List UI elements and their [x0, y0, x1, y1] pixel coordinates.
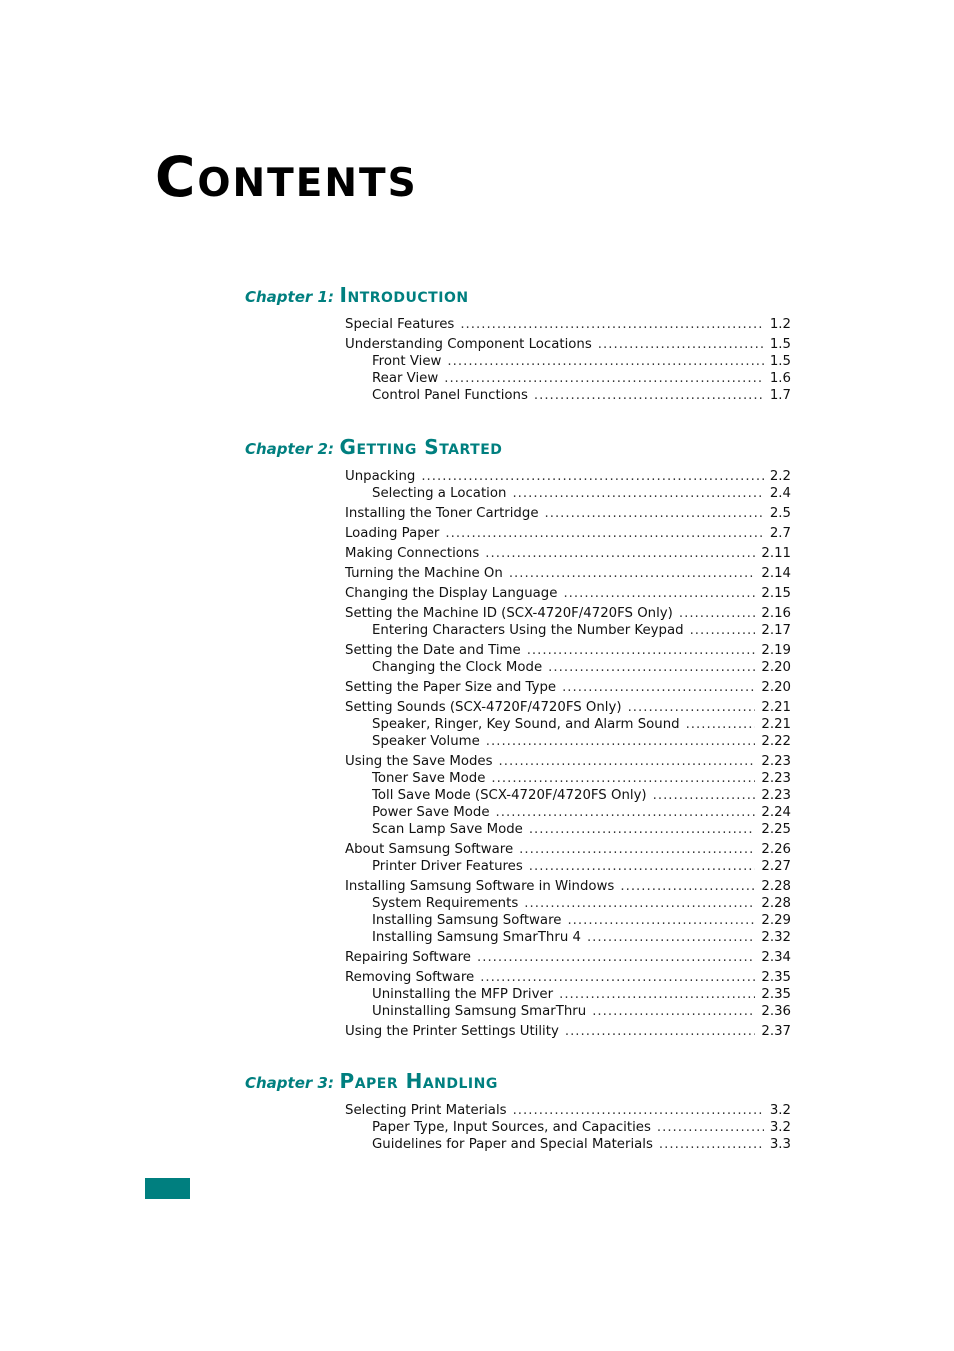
- toc-entry-page-number: 2.23: [761, 754, 791, 769]
- toc-entry-title: Repairing Software: [345, 950, 471, 965]
- toc-entry-page-number: 2.20: [761, 680, 791, 695]
- dot-leader: [562, 679, 755, 696]
- toc-entry[interactable]: [372, 485, 791, 502]
- toc-entry-title: Rear View: [372, 371, 439, 386]
- dot-leader: [565, 1023, 756, 1040]
- toc-entry[interactable]: [345, 699, 791, 716]
- toc-entry[interactable]: [345, 969, 791, 986]
- dot-leader: [545, 505, 764, 522]
- toc-entry-title: Power Save Mode: [372, 805, 490, 820]
- dot-leader: [512, 485, 763, 502]
- toc-entry-page-number: 2.24: [761, 805, 791, 820]
- toc-entry-title: Toll Save Mode (SCX-4720F/4720FS Only): [372, 788, 647, 803]
- toc-entry-title: Changing the Display Language: [345, 586, 558, 601]
- toc-entry-title: Understanding Component Locations: [345, 337, 592, 352]
- dot-leader: [653, 787, 756, 804]
- toc-entry-title: Paper Type, Input Sources, and Capacities: [372, 1120, 651, 1135]
- toc-entry[interactable]: [372, 1003, 791, 1020]
- chapter-heading: [245, 1069, 498, 1093]
- toc-entry[interactable]: [372, 770, 791, 787]
- toc-entry-title: Setting the Paper Size and Type: [345, 680, 557, 695]
- toc-entry[interactable]: [345, 753, 791, 770]
- chapter-label: Chapter 2:: [245, 440, 334, 458]
- toc-entry-page-number: 2.4: [769, 486, 791, 501]
- dot-leader: [592, 1003, 755, 1020]
- toc-entry-title: Speaker, Ringer, Key Sound, and Alarm Sound: [372, 717, 680, 732]
- toc-entry-page-number: 2.32: [761, 930, 791, 945]
- toc-entry-page-number: 2.21: [761, 700, 791, 715]
- toc-entry[interactable]: [345, 468, 791, 485]
- dot-leader: [499, 753, 756, 770]
- chapter-name: Introduction: [339, 283, 469, 307]
- dot-leader: [460, 316, 764, 333]
- toc-entry[interactable]: [345, 505, 791, 522]
- dot-leader: [480, 969, 755, 986]
- toc-entry[interactable]: [372, 895, 791, 912]
- dot-leader: [447, 353, 763, 370]
- dot-leader: [485, 545, 755, 562]
- toc-entry-title: Using the Printer Settings Utility: [345, 1024, 559, 1039]
- toc-entry[interactable]: [372, 1119, 791, 1136]
- toc-entry[interactable]: [345, 525, 791, 542]
- toc-entry-page-number: 1.5: [769, 354, 791, 369]
- dot-leader: [529, 858, 756, 875]
- toc-entry-title: Installing Samsung SmarThru 4: [372, 930, 581, 945]
- toc-entry[interactable]: [345, 878, 791, 895]
- toc-entry[interactable]: [345, 336, 791, 353]
- toc-entry-page-number: 2.19: [761, 643, 791, 658]
- toc-entry-title: Uninstalling the MFP Driver: [372, 987, 554, 1002]
- dot-leader: [657, 1119, 764, 1136]
- toc-entry-title: Unpacking: [345, 469, 416, 484]
- chapter-label: Chapter 1:: [245, 288, 334, 306]
- toc-entry[interactable]: [372, 387, 791, 404]
- dot-leader: [477, 949, 755, 966]
- dot-leader: [559, 986, 755, 1003]
- toc-entry[interactable]: [345, 1102, 791, 1119]
- toc-entry-title: About Samsung Software: [345, 842, 514, 857]
- toc-entry-page-number: 2.29: [761, 913, 791, 928]
- toc-entry[interactable]: [372, 929, 791, 946]
- toc-entry-page-number: 1.6: [769, 371, 791, 386]
- toc-entry-title: Setting Sounds (SCX-4720F/4720FS Only): [345, 700, 622, 715]
- toc-entry-page-number: 2.20: [761, 660, 791, 675]
- toc-entry-page-number: 2.14: [761, 566, 791, 581]
- toc-entry[interactable]: [372, 716, 791, 733]
- toc-entry[interactable]: [372, 353, 791, 370]
- dot-leader: [567, 912, 755, 929]
- toc-entry[interactable]: [372, 1136, 791, 1153]
- toc-entry[interactable]: [372, 733, 791, 750]
- dot-leader: [563, 585, 755, 602]
- toc-entry-title: System Requirements: [372, 896, 519, 911]
- toc-entry-title: Selecting a Location: [372, 486, 507, 501]
- toc-entry-title: Installing Samsung Software in Windows: [345, 879, 615, 894]
- toc-entry-page-number: 2.22: [761, 734, 791, 749]
- toc-entry[interactable]: [345, 949, 791, 966]
- toc-entry-title: Special Features: [345, 317, 455, 332]
- dot-leader: [548, 659, 755, 676]
- page-tab-marker: [145, 1178, 190, 1199]
- page-title: Contents: [155, 145, 418, 209]
- toc-entry-page-number: 2.7: [769, 526, 791, 541]
- toc-entry-page-number: 2.27: [761, 859, 791, 874]
- dot-leader: [486, 733, 756, 750]
- toc-entry-page-number: 3.2: [769, 1120, 791, 1135]
- dot-leader: [491, 770, 755, 787]
- toc-entry[interactable]: [372, 986, 791, 1003]
- dot-leader: [587, 929, 755, 946]
- toc-entry-page-number: 2.35: [761, 987, 791, 1002]
- dot-leader: [445, 525, 763, 542]
- toc-entry[interactable]: [372, 858, 791, 875]
- toc-entry-page-number: 2.26: [761, 842, 791, 857]
- toc-entry-title: Toner Save Mode: [372, 771, 486, 786]
- toc-entry-title: Making Connections: [345, 546, 480, 561]
- toc-entry-page-number: 2.36: [761, 1004, 791, 1019]
- toc-entry[interactable]: [372, 821, 791, 838]
- toc-entry-title: Selecting Print Materials: [345, 1103, 507, 1118]
- toc-entry[interactable]: [372, 370, 791, 387]
- chapter-name: Paper Handling: [339, 1069, 498, 1093]
- toc-entry[interactable]: [372, 912, 791, 929]
- toc-entry-title: Installing the Toner Cartridge: [345, 506, 539, 521]
- chapter-heading: [245, 283, 469, 307]
- toc-entry-title: Uninstalling Samsung SmarThru: [372, 1004, 587, 1019]
- toc-entry-page-number: 1.7: [769, 388, 791, 403]
- toc-entry-page-number: 2.25: [761, 822, 791, 837]
- toc-entry-page-number: 2.11: [761, 546, 791, 561]
- toc-entry-title: Turning the Machine On: [345, 566, 503, 581]
- toc-entry-page-number: 3.2: [769, 1103, 791, 1118]
- toc-entry-title: Scan Lamp Save Mode: [372, 822, 523, 837]
- toc-entry-page-number: 2.2: [769, 469, 791, 484]
- toc-entry[interactable]: [345, 642, 791, 659]
- toc-entry-page-number: 2.21: [761, 717, 791, 732]
- toc-entry-page-number: 2.28: [761, 879, 791, 894]
- toc-entry-page-number: 2.23: [761, 771, 791, 786]
- dot-leader: [496, 804, 756, 821]
- toc-entry-title: Guidelines for Paper and Special Materials: [372, 1137, 653, 1152]
- toc-entry[interactable]: [345, 316, 791, 333]
- toc-entry-page-number: 2.34: [761, 950, 791, 965]
- toc-entry-page-number: 2.28: [761, 896, 791, 911]
- dot-leader: [679, 605, 756, 622]
- toc-entry[interactable]: [345, 585, 791, 602]
- dot-leader: [513, 1102, 764, 1119]
- dot-leader: [444, 370, 764, 387]
- toc-entry-title: Control Panel Functions: [372, 388, 528, 403]
- chapter-label: Chapter 3:: [245, 1074, 334, 1092]
- dot-leader: [686, 716, 756, 733]
- toc-entry[interactable]: [372, 622, 791, 639]
- toc-entry[interactable]: [372, 659, 791, 676]
- toc-entry-title: Changing the Clock Mode: [372, 660, 543, 675]
- chapter-name: Getting Started: [339, 435, 503, 459]
- toc-entry[interactable]: [372, 787, 791, 804]
- toc-entry-page-number: 2.15: [761, 586, 791, 601]
- dot-leader: [509, 565, 756, 582]
- dot-leader: [598, 336, 764, 353]
- toc-entry[interactable]: [345, 679, 791, 696]
- toc-entry-title: Installing Samsung Software: [372, 913, 562, 928]
- dot-leader: [628, 699, 756, 716]
- toc-entry-title: Using the Save Modes: [345, 754, 493, 769]
- toc-entry-title: Setting the Date and Time: [345, 643, 521, 658]
- dot-leader: [690, 622, 756, 639]
- toc-entry-page-number: 1.2: [769, 317, 791, 332]
- toc-entry[interactable]: [345, 1023, 791, 1040]
- toc-entry[interactable]: [345, 565, 791, 582]
- dot-leader: [620, 878, 755, 895]
- toc-entry-title: Printer Driver Features: [372, 859, 523, 874]
- toc-entry-title: Entering Characters Using the Number Keypad: [372, 623, 684, 638]
- toc-entry-page-number: 2.23: [761, 788, 791, 803]
- toc-entry-page-number: 2.17: [761, 623, 791, 638]
- toc-entry-title: Speaker Volume: [372, 734, 480, 749]
- toc-entry-title: Removing Software: [345, 970, 475, 985]
- toc-entry-page-number: 3.3: [769, 1137, 791, 1152]
- dot-leader: [421, 468, 764, 485]
- toc-entry-page-number: 1.5: [769, 337, 791, 352]
- dot-leader: [519, 841, 755, 858]
- toc-entry[interactable]: [345, 605, 791, 622]
- toc-entry-page-number: 2.16: [761, 606, 791, 621]
- toc-entry-title: Setting the Machine ID (SCX-4720F/4720FS Only): [345, 606, 673, 621]
- dot-leader: [534, 387, 764, 404]
- toc-entry[interactable]: [345, 841, 791, 858]
- dot-leader: [529, 821, 756, 838]
- toc-entry-title: Front View: [372, 354, 442, 369]
- toc-entry[interactable]: [345, 545, 791, 562]
- dot-leader: [659, 1136, 764, 1153]
- toc-entry-title: Loading Paper: [345, 526, 440, 541]
- chapter-heading: [245, 435, 502, 459]
- dot-leader: [527, 642, 756, 659]
- toc-entry[interactable]: [372, 804, 791, 821]
- dot-leader: [524, 895, 755, 912]
- toc-entry-page-number: 2.37: [761, 1024, 791, 1039]
- toc-entry-page-number: 2.5: [769, 506, 791, 521]
- toc-entry-page-number: 2.35: [761, 970, 791, 985]
